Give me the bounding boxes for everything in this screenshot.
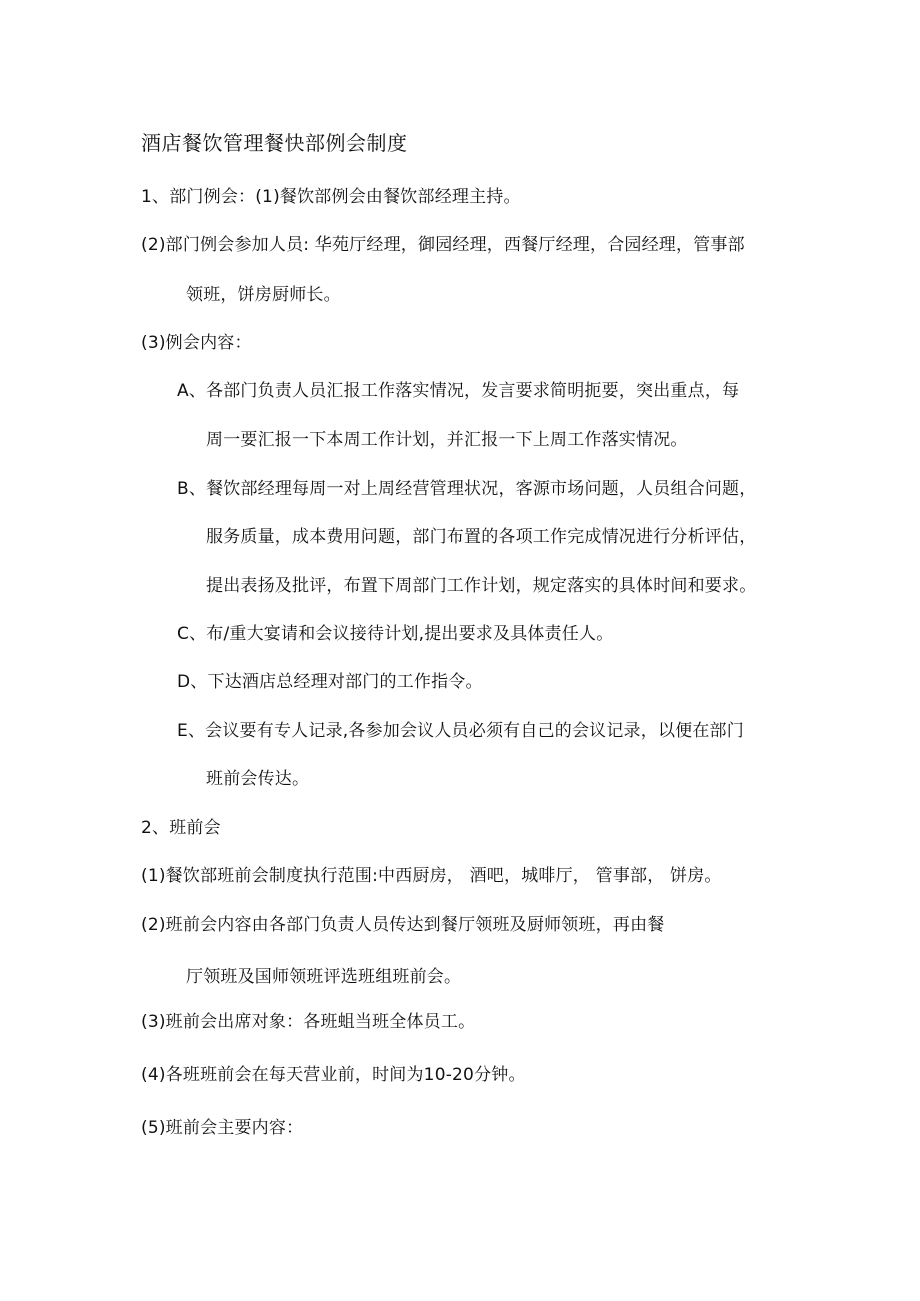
paragraph-line: (5)班前会主要内容： bbox=[141, 1118, 304, 1138]
paragraph-line: 领班，饼房厨师长。 bbox=[186, 285, 341, 305]
paragraph-line: 周一要汇报一下本周工作计划，并汇报一下上周工作落实情况。 bbox=[206, 430, 688, 450]
section-heading: 2、班前会 bbox=[141, 818, 221, 838]
document-title: 酒店餐饮管理餐快部例会制度 bbox=[141, 131, 408, 155]
paragraph-line: 服务质量，成本费用问题，部门布置的各项工作完成情况进行分析评估， bbox=[206, 527, 757, 547]
paragraph-line: C、布/重大宴请和会议接待计划,提出要求及具体责任人。 bbox=[177, 624, 614, 644]
paragraph-line: 提出表扬及批评，布置下周部门工作计划，规定落实的具体时间和要求。 bbox=[206, 576, 757, 596]
paragraph-line: 1、部门例会：(1)餐饮部例会由餐饮部经理主持。 bbox=[141, 187, 521, 207]
paragraph-line: E、会议要有专人记录,各参加会议人员必须有自己的会议记录，以便在部门 bbox=[177, 721, 744, 741]
paragraph-line: (3)班前会出席对象：各班蛆当班全体员工。 bbox=[141, 1012, 476, 1032]
paragraph-line: B、餐饮部经理每周一对上周经营管理状况，客源市场问题，人员组合问题， bbox=[177, 479, 757, 499]
paragraph-line: A、各部门负责人员汇报工作落实情况，发言要求简明扼要，突出重点，每 bbox=[177, 381, 740, 401]
paragraph-line: D、下达酒店总经理对部门的工作指令。 bbox=[177, 672, 483, 692]
paragraph-line: (2)部门例会参加人员: 华苑厅经理，御园经理，西餐厅经理，合园经理，管事部 bbox=[141, 235, 745, 255]
paragraph-line: (2)班前会内容由各部门负责人员传达到餐厅领班及厨师领班，再由餐 bbox=[141, 915, 665, 935]
paragraph-line: (3)例会内容： bbox=[141, 333, 252, 353]
paragraph-line: (1)餐饮部班前会制度执行范围:中西厨房， 酒吧，城啡厅， 管事部， 饼房。 bbox=[141, 866, 722, 886]
paragraph-line: (4)各班班前会在每天营业前，时间为10-20分钟。 bbox=[141, 1065, 526, 1085]
paragraph-line: 厅领班及国师领班评选班组班前会。 bbox=[186, 967, 462, 987]
paragraph-line: 班前会传达。 bbox=[206, 769, 310, 789]
